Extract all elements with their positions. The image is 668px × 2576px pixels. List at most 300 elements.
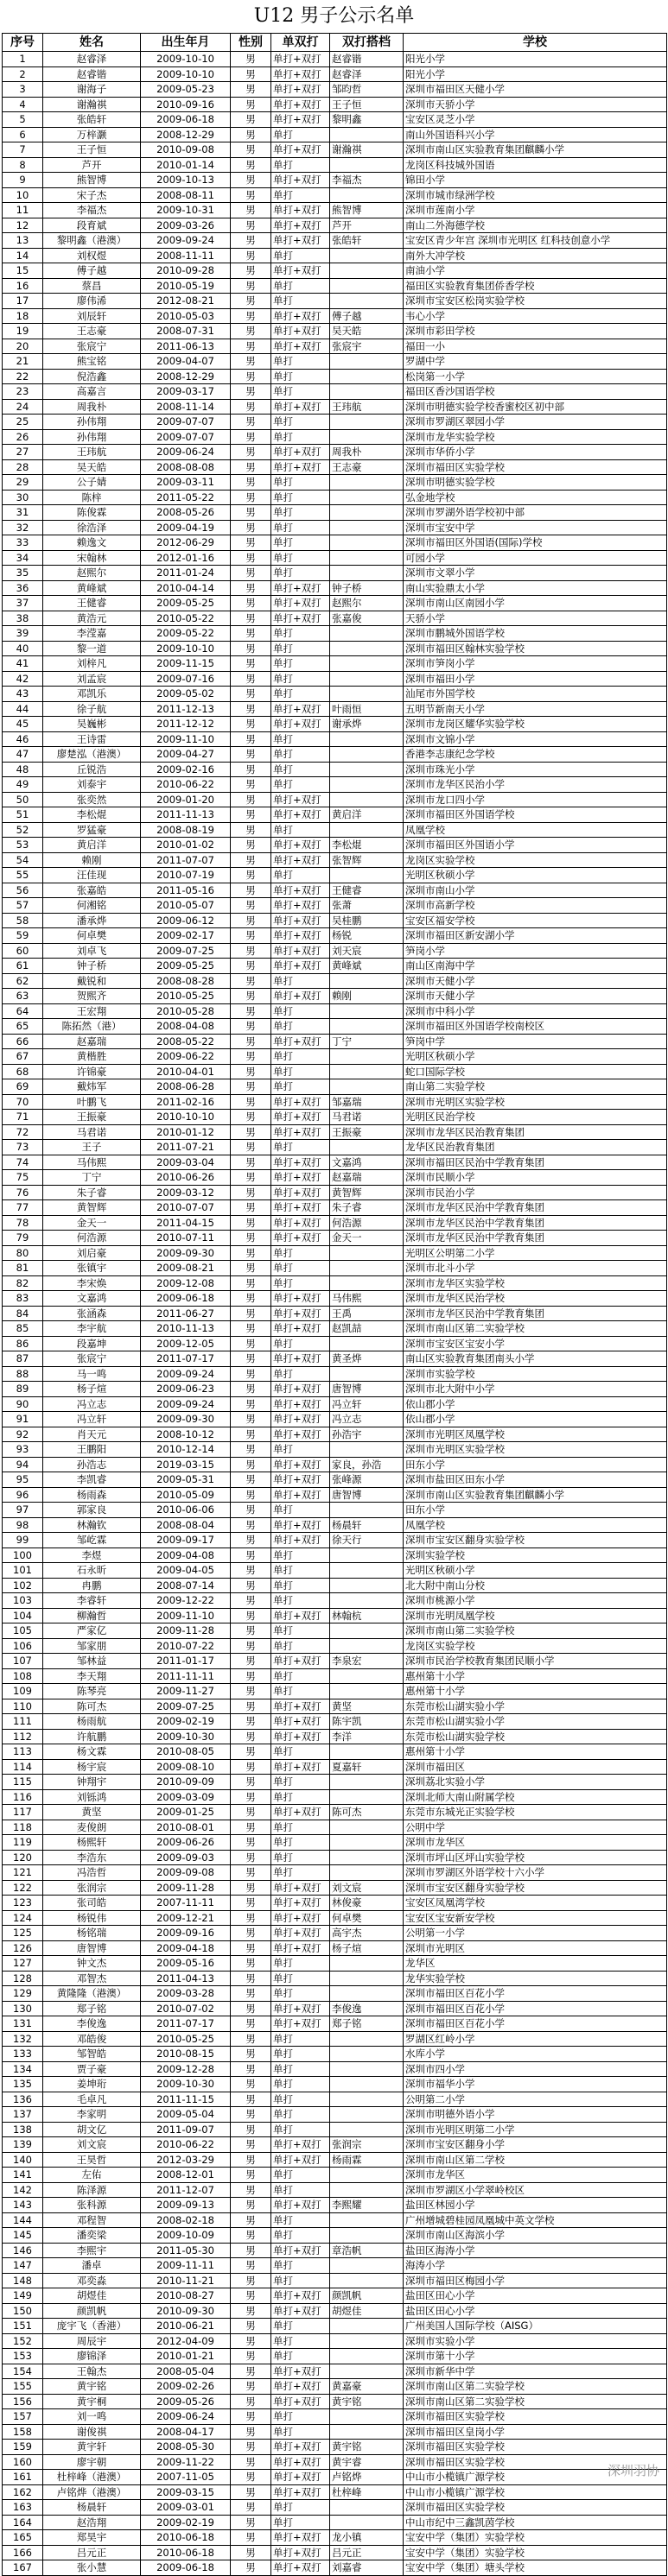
event-type: 单打: [271, 429, 330, 445]
player-name: 段育斌: [43, 218, 141, 233]
birth-date: 2010-07-02: [141, 2001, 231, 2016]
doubles-partner: [330, 1064, 404, 1079]
row-number: 119: [3, 1835, 43, 1851]
gender: 男: [231, 142, 271, 158]
doubles-partner: [330, 157, 404, 173]
gender: 男: [231, 1699, 271, 1714]
birth-date: 2010-12-14: [141, 1442, 231, 1458]
school: 深圳市坪山区坪山实验学校: [404, 1850, 667, 1865]
birth-date: 2011-01-24: [141, 566, 231, 581]
row-number: 75: [3, 1170, 43, 1186]
school: 深圳市文锦小学: [404, 731, 667, 747]
birth-date: 2009-05-25: [141, 959, 231, 974]
row-number: 67: [3, 1049, 43, 1065]
doubles-partner: [330, 535, 404, 551]
gender: 男: [231, 505, 271, 521]
school: 宝安中学（集团）塘头学校: [404, 2560, 667, 2576]
event-type: 单打: [271, 2182, 330, 2198]
player-name: 李熙宇: [43, 2243, 141, 2258]
table-row: [3, 2152, 667, 2168]
birth-date: 2010-06-18: [141, 2530, 231, 2546]
row-number: 99: [3, 1533, 43, 1548]
doubles-partner: 李洋: [330, 1729, 404, 1744]
row-number: 76: [3, 1185, 43, 1200]
watermark: 深圳羽协: [607, 2463, 659, 2478]
player-name: 张润宗: [43, 1880, 141, 1896]
school: 东莞市松山湖实验学校: [404, 1729, 667, 1744]
player-name: 郭家良: [43, 1503, 141, 1518]
row-number: 125: [3, 1926, 43, 1941]
gender: 男: [231, 1789, 271, 1805]
table-row: [3, 747, 667, 763]
gender: 男: [231, 883, 271, 898]
event-type: 单打+双打: [271, 1517, 330, 1533]
gender: 男: [231, 535, 271, 551]
birth-date: 2009-09-17: [141, 1533, 231, 1548]
doubles-partner: [330, 1850, 404, 1865]
birth-date: 2010-05-07: [141, 898, 231, 914]
doubles-partner: 吕元正: [330, 2545, 404, 2560]
table-row: [3, 822, 667, 838]
event-type: 单打+双打: [271, 807, 330, 823]
player-name: 石永昕: [43, 1563, 141, 1579]
doubles-partner: [330, 1563, 404, 1579]
school: 香港李志康纪念学校: [404, 747, 667, 763]
school: 宝安区凤凰湾学校: [404, 1896, 667, 1911]
birth-date: 2010-09-08: [141, 142, 231, 158]
doubles-partner: 张智辉: [330, 852, 404, 868]
table-row: [3, 1668, 667, 1684]
row-number: 70: [3, 1094, 43, 1110]
event-type: 单打: [271, 1563, 330, 1579]
event-type: 单打+双打: [271, 1034, 330, 1049]
school: 深圳市龙华区民治教育集团: [404, 1124, 667, 1140]
player-name: 黄浩元: [43, 611, 141, 626]
row-number: 58: [3, 913, 43, 928]
table-row: [3, 777, 667, 793]
table-row: [3, 611, 667, 626]
table-row: [3, 2198, 667, 2213]
event-type: 单打+双打: [271, 82, 330, 98]
doubles-partner: [330, 505, 404, 521]
birth-date: 2009-10-10: [141, 52, 231, 67]
birth-date: 2009-08-21: [141, 1261, 231, 1276]
doubles-partner: 丁宁: [330, 1034, 404, 1049]
table-row: [3, 1896, 667, 1911]
school: 深圳市龙华区民治中学教育集团: [404, 1215, 667, 1231]
row-number: 22: [3, 369, 43, 384]
row-number: 155: [3, 2379, 43, 2395]
school: 深圳市民治学校教育集团民顺小学: [404, 1654, 667, 1669]
birth-date: 2010-08-05: [141, 1744, 231, 1760]
doubles-partner: 龙小镇: [330, 2530, 404, 2546]
row-number: 149: [3, 2288, 43, 2304]
table-row: [3, 762, 667, 777]
event-type: 单打: [271, 1336, 330, 1351]
player-name: 张宸宁: [43, 339, 141, 354]
birth-date: 2008-05-22: [141, 1034, 231, 1049]
player-name: 杨宇宸: [43, 1759, 141, 1775]
player-name: 王玮航: [43, 445, 141, 460]
doubles-partner: [330, 2031, 404, 2047]
doubles-partner: 黄启洋: [330, 807, 404, 823]
row-number: 150: [3, 2303, 43, 2319]
gender: 男: [231, 777, 271, 793]
row-number: 49: [3, 777, 43, 793]
gender: 男: [231, 66, 271, 82]
school: 惠州第十小学: [404, 1684, 667, 1699]
row-number: 61: [3, 959, 43, 974]
table-row: [3, 1820, 667, 1835]
player-name: 陈拓然（港）: [43, 1019, 141, 1035]
school: 弘金地学校: [404, 490, 667, 505]
gender: 男: [231, 656, 271, 672]
doubles-partner: [330, 1547, 404, 1563]
event-type: 单打: [271, 1245, 330, 1261]
school: 深圳市光明区凤凰学校: [404, 1427, 667, 1442]
event-type: 单打: [271, 1835, 330, 1851]
table-row: [3, 1593, 667, 1609]
row-number: 91: [3, 1412, 43, 1427]
school: 深圳市南山第二实验学校: [404, 1623, 667, 1639]
row-number: 79: [3, 1231, 43, 1246]
row-number: 121: [3, 1865, 43, 1881]
event-type: 单打+双打: [271, 218, 330, 233]
table-row: [3, 2107, 667, 2123]
doubles-partner: [330, 248, 404, 263]
school: 北大附中南山分校: [404, 1578, 667, 1593]
doubles-partner: [330, 429, 404, 445]
doubles-partner: 吴桂鹏: [330, 913, 404, 928]
player-name: 杨熙轩: [43, 1835, 141, 1851]
doubles-partner: 郑子铭: [330, 2016, 404, 2032]
birth-date: 2009-03-12: [141, 1185, 231, 1200]
table-row: [3, 1306, 667, 1321]
row-number: 8: [3, 157, 43, 173]
row-number: 56: [3, 883, 43, 898]
row-number: 103: [3, 1593, 43, 1609]
row-number: 162: [3, 2484, 43, 2500]
doubles-partner: 赵嘉瑞: [330, 1170, 404, 1186]
birth-date: 2010-09-30: [141, 2303, 231, 2319]
player-name: 王诗雷: [43, 731, 141, 747]
birth-date: 2009-05-31: [141, 1472, 231, 1488]
gender: 男: [231, 2530, 271, 2546]
row-number: 19: [3, 324, 43, 339]
event-type: 单打: [271, 2333, 330, 2349]
table-row: [3, 550, 667, 566]
birth-date: 2012-04-09: [141, 2333, 231, 2349]
event-type: 单打+双打: [271, 2560, 330, 2576]
player-name: 陈可杰: [43, 1699, 141, 1714]
birth-date: 2009-03-28: [141, 1986, 231, 2002]
doubles-partner: 赖刚: [330, 989, 404, 1004]
birth-date: 2010-07-07: [141, 1200, 231, 1216]
event-type: 单打+双打: [271, 173, 330, 188]
event-type: 单打+双打: [271, 1110, 330, 1125]
school: 深圳市宝安区翻身实验学校: [404, 1533, 667, 1548]
school: 天骄小学: [404, 611, 667, 626]
event-type: 单打+双打: [271, 898, 330, 914]
row-number: 28: [3, 459, 43, 475]
gender: 男: [231, 339, 271, 354]
table-row: [3, 2228, 667, 2244]
gender: 男: [231, 1231, 271, 1246]
player-name: 张镇宇: [43, 1261, 141, 1276]
player-name: 黎明鑫（港澳）: [43, 233, 141, 249]
gender: 男: [231, 701, 271, 717]
row-number: 124: [3, 1910, 43, 1926]
gender: 男: [231, 1034, 271, 1049]
row-number: 15: [3, 263, 43, 279]
doubles-partner: 谢承烨: [330, 717, 404, 732]
school: 韦心小学: [404, 308, 667, 324]
table-row: [3, 2484, 667, 2500]
school: 深圳市鹏城外国语学校: [404, 626, 667, 642]
school: 深圳市南山区实验教育集团麒麟小学: [404, 142, 667, 158]
gender: 男: [231, 2379, 271, 2395]
gender: 男: [231, 1820, 271, 1835]
birth-date: 2010-08-27: [141, 2288, 231, 2304]
row-number: 107: [3, 1654, 43, 1669]
doubles-partner: 林俊豪: [330, 1896, 404, 1911]
row-number: 11: [3, 203, 43, 218]
event-type: 单打: [271, 1986, 330, 2002]
event-type: 单打+双打: [271, 1729, 330, 1744]
doubles-partner: [330, 1986, 404, 2002]
doubles-partner: [330, 384, 404, 400]
player-name: 李宇航: [43, 1321, 141, 1337]
event-type: 单打+双打: [271, 445, 330, 460]
birth-date: 2009-06-18: [141, 1291, 231, 1307]
event-type: 单打: [271, 248, 330, 263]
school: 东莞市松山湖实验小学: [404, 1699, 667, 1714]
doubles-partner: 黄智辉: [330, 1185, 404, 1200]
table-row: [3, 429, 667, 445]
birth-date: 2009-05-23: [141, 82, 231, 98]
table-row: [3, 2288, 667, 2304]
event-type: 单打: [271, 777, 330, 793]
player-name: 李煜: [43, 1547, 141, 1563]
table-header-row: [3, 34, 667, 52]
doubles-partner: 黄宇铭: [330, 2394, 404, 2409]
row-number: 120: [3, 1850, 43, 1865]
gender: 男: [231, 1003, 271, 1019]
doubles-partner: [330, 1623, 404, 1639]
row-number: 141: [3, 2168, 43, 2183]
event-type: 单打+双打: [271, 928, 330, 944]
player-name: 陈梓: [43, 490, 141, 505]
school: 罗湖区红岭小学: [404, 2031, 667, 2047]
event-type: 单打+双打: [271, 2484, 330, 2500]
row-number: 136: [3, 2092, 43, 2107]
row-number: 34: [3, 550, 43, 566]
event-type: 单打: [271, 2349, 330, 2364]
row-number: 46: [3, 731, 43, 747]
doubles-partner: 黎明鑫: [330, 112, 404, 128]
school: 深圳市福田区天健小学: [404, 82, 667, 98]
school: 东莞市松山湖实验小学: [404, 1714, 667, 1730]
birth-date: 2011-01-17: [141, 1654, 231, 1669]
gender: 男: [231, 852, 271, 868]
gender: 男: [231, 1336, 271, 1351]
row-number: 143: [3, 2198, 43, 2213]
table-row: [3, 1623, 667, 1639]
birth-date: 2010-01-21: [141, 2349, 231, 2364]
school: 深圳市龙华区民治中学教育集团: [404, 1200, 667, 1216]
gender: 男: [231, 82, 271, 98]
event-type: 单打: [271, 656, 330, 672]
school: 深圳市南山区实验教育集团麒麟小学: [404, 1487, 667, 1503]
player-name: 宋子杰: [43, 187, 141, 203]
doubles-partner: 何卓樊: [330, 1910, 404, 1926]
table-row: [3, 2258, 667, 2274]
gender: 男: [231, 1517, 271, 1533]
gender: 男: [231, 2182, 271, 2198]
event-type: 单打: [271, 1366, 330, 1382]
gender: 男: [231, 2031, 271, 2047]
row-number: 20: [3, 339, 43, 354]
row-number: 144: [3, 2212, 43, 2228]
event-type: 单打+双打: [271, 459, 330, 475]
player-name: 杨雨航: [43, 1714, 141, 1730]
table-row: [3, 701, 667, 717]
school: 中山市小榄镇广源学校: [404, 2484, 667, 2500]
doubles-partner: [330, 187, 404, 203]
row-number: 148: [3, 2273, 43, 2288]
player-name: 廖伟浠: [43, 294, 141, 309]
event-type: 单打: [271, 384, 330, 400]
birth-date: 2008-08-08: [141, 459, 231, 475]
table-row: [3, 913, 667, 928]
player-name: 杨晨轩: [43, 2500, 141, 2516]
table-row: [3, 807, 667, 823]
birth-date: 2010-05-22: [141, 611, 231, 626]
event-type: 单打+双打: [271, 792, 330, 807]
table-row: [3, 1231, 667, 1246]
event-type: 单打: [271, 822, 330, 838]
player-name: 张奕然: [43, 792, 141, 807]
gender: 男: [231, 1094, 271, 1110]
header-dob: 出生年月: [141, 34, 231, 52]
birth-date: 2008-04-08: [141, 1019, 231, 1035]
school: 锦田小学: [404, 173, 667, 188]
school: 深圳市北斗小学: [404, 1261, 667, 1276]
school: 宝安区宝安新安学校: [404, 1910, 667, 1926]
header-name: 姓名: [43, 34, 141, 52]
event-type: 单打+双打: [271, 66, 330, 82]
event-type: 单打+双打: [271, 1940, 330, 1956]
event-type: 单打: [271, 1049, 330, 1065]
player-name: 李宋焕: [43, 1275, 141, 1291]
event-type: 单打+双打: [271, 2137, 330, 2153]
table-row: [3, 384, 667, 400]
player-name: 王宏翔: [43, 1003, 141, 1019]
birth-date: 2011-09-07: [141, 2122, 231, 2137]
doubles-partner: 杜梓峰: [330, 2484, 404, 2500]
birth-date: 2008-08-28: [141, 973, 231, 989]
table-row: [3, 1986, 667, 2002]
school: 光明区公明第二小学: [404, 1245, 667, 1261]
school: 深圳市福华小学: [404, 2077, 667, 2092]
birth-date: 2009-04-27: [141, 747, 231, 763]
doubles-partner: [330, 868, 404, 883]
player-name: 刘梓凡: [43, 656, 141, 672]
birth-date: 2011-11-11: [141, 1668, 231, 1684]
table-row: [3, 1200, 667, 1216]
school: 深圳市光明区实验学校: [404, 1442, 667, 1458]
gender: 男: [231, 2500, 271, 2516]
table-row: [3, 1275, 667, 1291]
gender: 男: [231, 2152, 271, 2168]
doubles-partner: 张宸宇: [330, 339, 404, 354]
table-row: [3, 2061, 667, 2077]
school: 福田区实验教育集团侨香学校: [404, 278, 667, 294]
birth-date: 2011-05-16: [141, 883, 231, 898]
player-name: 文嘉鸿: [43, 1291, 141, 1307]
player-name: 赖逸文: [43, 535, 141, 551]
player-name: 杨文霖: [43, 1744, 141, 1760]
event-type: 单打+双打: [271, 1231, 330, 1246]
school: 深圳市华侨小学: [404, 445, 667, 460]
table-row: [3, 989, 667, 1004]
row-number: 142: [3, 2182, 43, 2198]
event-type: 单打+双打: [271, 852, 330, 868]
table-row: [3, 1124, 667, 1140]
school: 深圳市第十小学: [404, 2349, 667, 2364]
birth-date: 2010-06-26: [141, 1170, 231, 1186]
doubles-partner: [330, 2258, 404, 2274]
gender: 男: [231, 1835, 271, 1851]
table-row: [3, 263, 667, 279]
birth-date: 2008-08-04: [141, 1517, 231, 1533]
school: 宝安区青少年宫 深圳市光明区 红科技创意小学: [404, 233, 667, 249]
player-name: 孙伟翔: [43, 429, 141, 445]
table-row: [3, 580, 667, 596]
event-type: 单打: [271, 2424, 330, 2440]
player-name: 邓程智: [43, 2212, 141, 2228]
row-number: 122: [3, 1880, 43, 1896]
doubles-partner: [330, 278, 404, 294]
school: 公明第一小学: [404, 1926, 667, 1941]
school: 深圳市龙岗区耀华实验学校: [404, 717, 667, 732]
event-type: 单打: [271, 1744, 330, 1760]
player-name: 公子婧: [43, 475, 141, 491]
gender: 男: [231, 1775, 271, 1790]
row-number: 25: [3, 415, 43, 430]
event-type: 单打: [271, 1668, 330, 1684]
table-row: [3, 142, 667, 158]
row-number: 117: [3, 1805, 43, 1820]
row-number: 51: [3, 807, 43, 823]
table-row: [3, 1366, 667, 1382]
table-row: [3, 2212, 667, 2228]
gender: 男: [231, 2560, 271, 2576]
row-number: 165: [3, 2530, 43, 2546]
row-number: 109: [3, 1684, 43, 1699]
gender: 男: [231, 762, 271, 777]
player-name: 高嘉言: [43, 384, 141, 400]
gender: 男: [231, 520, 271, 535]
doubles-partner: 邹嘉瑞: [330, 1094, 404, 1110]
row-number: 37: [3, 596, 43, 611]
birth-date: 2010-05-25: [141, 2031, 231, 2047]
row-number: 10: [3, 187, 43, 203]
gender: 男: [231, 1472, 271, 1488]
event-type: 单打+双打: [271, 2530, 330, 2546]
birth-date: 2009-06-18: [141, 112, 231, 128]
gender: 男: [231, 566, 271, 581]
